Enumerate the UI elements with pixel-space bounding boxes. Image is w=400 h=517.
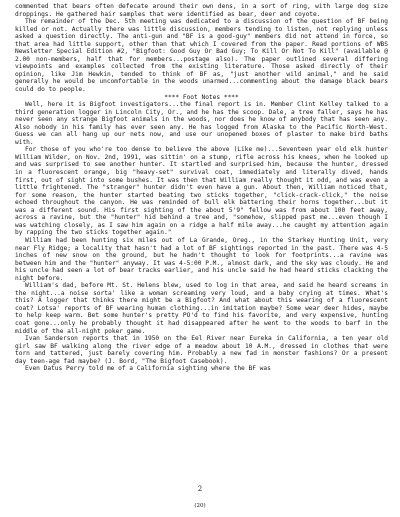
paragraph-la-grande: William had been hunting six miles out of La Grande, Oreg., in the Starkey Hunting Unit, very near Fly Ridge; a locality that hasn't had a lot of BF sightings reported in the past. There was 4-5 inches of new snow on the ground, but he hadn't thought to look for footprints...a ravine was between him and the "hunter" anyway. It was 4-5:00 P.M., almost dark, and the sky was cloudy. He and his uncle had seen a lot of bear tracks earlier, and his uncle said he had heard sticks clacking the night before. xyxy=(15,236,388,282)
paragraph-datus-perry: Even Datus Perry told me of a California sighting where the BF was xyxy=(25,365,271,373)
paragraph-bear-dens: commented that bears often defecate around their own dens, in a sort of ring, with large dog size droppings. He gathered hair samples that were identified as bear, deer and coyote. xyxy=(15,3,388,18)
paragraph-williams-dad: William's dad, before Mt. St. Helens blew, used to log in that area, and said he heard screams in the night...a noise sorta' like a woman screaming very loud, and a baby crying at times. What's this? A logger that thinks there might be a Bigfoot? And what about this wearing of a fluorescent coat? Lotsa' reports of BF wearing human clothing...in imitation maybe? Some wear deer hides, maybe to help keep warm. Bet some hunter's pretty PO'd to find his favorite, and very expensive, hunting coat gone...only he probably thought it had disappeared after he went to the woods to barf in the middle of the all-night poker game. xyxy=(15,282,388,335)
page-code: (20) xyxy=(194,503,206,509)
page-number: 2 xyxy=(197,485,203,493)
paragraph-final-report: Well, here it is Bigfoot investigators...the final report is in. Member Clint Kelley talked to a third generation logger in Lincoln City, Or., and he has the scoop. Dale, a tree faller, says he has never seen any strange Bigfoot animals in the woods, nor does he know of anybody that has seen any. Also nobody in his family has ever seen any. He has logged from Alaska to the Pacific North-West. Guess we can all hang up our nets now, and use our unopened boxes of plaster to make bird baths with. xyxy=(15,101,388,146)
paragraph-meeting-discussion: The remainder of the Dec. 5th meeting was dedicated to a discussion of the question of BF being killed or not. Actually there was little discussion, members tending to listen, not replying unless asked a question directly. The anti-gun and "BF is a good-guy" members did not attend in force, so that area had little support, other than that which I covered from the paper. Read portions of WBS Newsletter Special Edition #2, "Bigfoot: Good Guy Or Bad Guy; To Kill Or Not To Kill" (available @ 2.00 non-members, half that for members...postage also). The paper outlined several differing viewpoints and examples collected from the existing literature. Those asked directly of their opinion, like Jim Hewkin, tended to think of BF as, "just another wild animal," and he said generally he would be uncomfortable in the woods unarmed...commenting about the damage black bears could do to people. xyxy=(15,18,388,94)
paragraph-elk-hunter: For those of you who're too dense to believe the above (Like me)...Seventeen year old elk hunter William Wilder, on Nov. 2nd, 1991, was sittin' on a stump, rifle across his knees, when he looked up and was surprised to see another hunter. It startled and surprised him, because the hunter, dressed in a fluorescent orange, big "heavy-set" survival coat, immediately and literally dived, hands first, out of sight into some bushes. It was then that William really thought it odd, and was even a little frightened. The "stranger" hunter didn't even have a gun. About then, William noticed that, for some reason, the hunter started beating two sticks together, "click-crack-click," the noise echoed throughout the canyon. He was reminded of bull elk battering their horns together...but it was a different sound. His first sighting of the about 5'9" fellow was from about 100 feet away, across a ravine, but the "hunter" hid behind a tree and, "somehow, slipped past me...even though I was watching closely, as I saw him again on a ridge a half mile away...he caught my attention again by rapping the two sticks together again." xyxy=(15,146,388,237)
section-heading-foot-notes: **** Foot Notes **** xyxy=(164,93,239,101)
paragraph-sanderson: Ivan Sanderson reports that in 1950 on the Eel River near Eureka in California, a ten year old girl saw BF walking along the river edge of a meadow about 10 A.M., dressed in clothes that were torn and tattered, just barely covering him. Probably a new fad in monster fashions? Or a present day teen-age fad maybe? (J. Bord, "The Bigfoot Casebook). xyxy=(15,335,388,365)
article-body xyxy=(15,3,388,373)
